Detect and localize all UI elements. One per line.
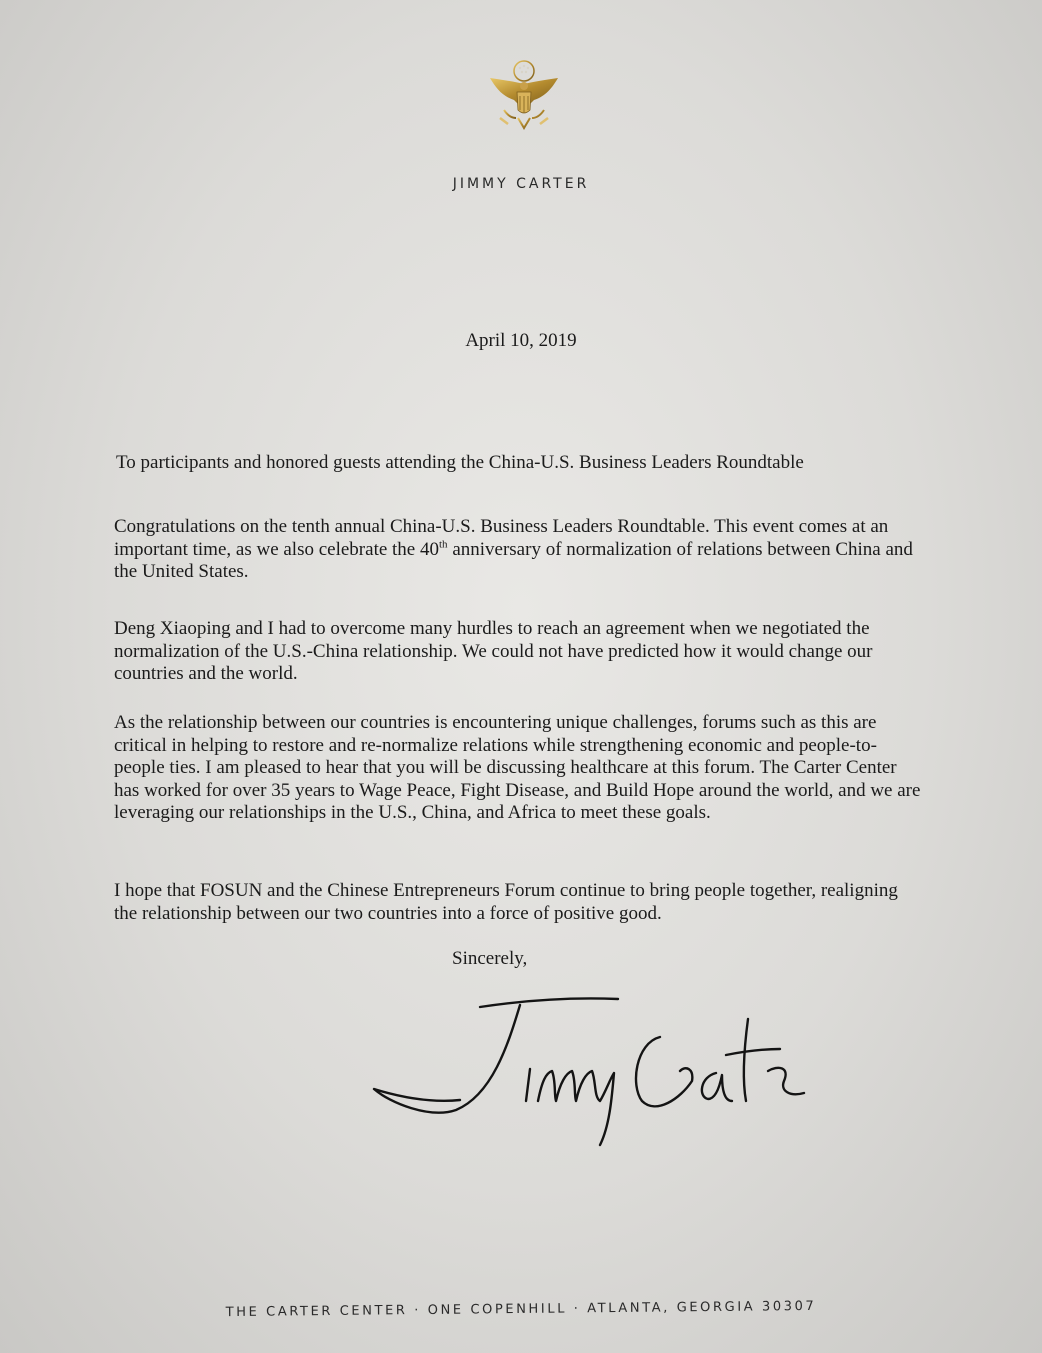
paragraph-hope: I hope that FOSUN and the Chinese Entrepreneurs Forum continue to bring people together, realigning the relationship between our two countries into a force of positive good. bbox=[114, 880, 898, 924]
letterhead-name: JIMMY CARTER bbox=[452, 176, 590, 192]
paragraph1-text-b: anniversary of normalization of relations between China and the United States. bbox=[114, 538, 913, 582]
eagle-seal-icon bbox=[474, 58, 574, 138]
paragraph-deng-xiaoping: Deng Xiaoping and I had to overcome many hurdles to reach an agreement when we negotiated the normalization of the U.S.-China relationship. We could not have predicted how it would change our countries and the world. bbox=[114, 618, 873, 684]
ordinal-suffix: th bbox=[439, 538, 448, 551]
letter-closing: Sincerely, bbox=[452, 948, 528, 969]
letter-date: April 10, 2019 bbox=[465, 330, 577, 351]
footer-address: THE CARTER CENTER · ONE COPENHILL · ATLANTA, GEORGIA 30307 bbox=[225, 1298, 817, 1321]
paragraph1-text-a: Congratulations on the tenth annual China-U.S. Business Leaders Roundtable. This event comes at an important time, as we also celebrate the 40 bbox=[114, 516, 889, 560]
paragraph-relationship: As the relationship between our countries is encountering unique challenges, forums such as this are critical in helping to restore and re-normalize relations while strengthening economic and people-to-people ties. I am pleased to hear that you will be discussing healthcare at this forum. The Carter Center has worked for over 35 years to Wage Peace, Fight Disease, and Build Hope around the world, and we are leveraging our relationships in the U.S., China, and Africa to meet these goals. bbox=[114, 712, 921, 823]
paragraph-congratulations bbox=[114, 516, 924, 584]
letter-salutation: To participants and honored guests attending the China-U.S. Business Leaders Roundtable bbox=[116, 452, 804, 473]
handwritten-signature bbox=[360, 985, 850, 1165]
